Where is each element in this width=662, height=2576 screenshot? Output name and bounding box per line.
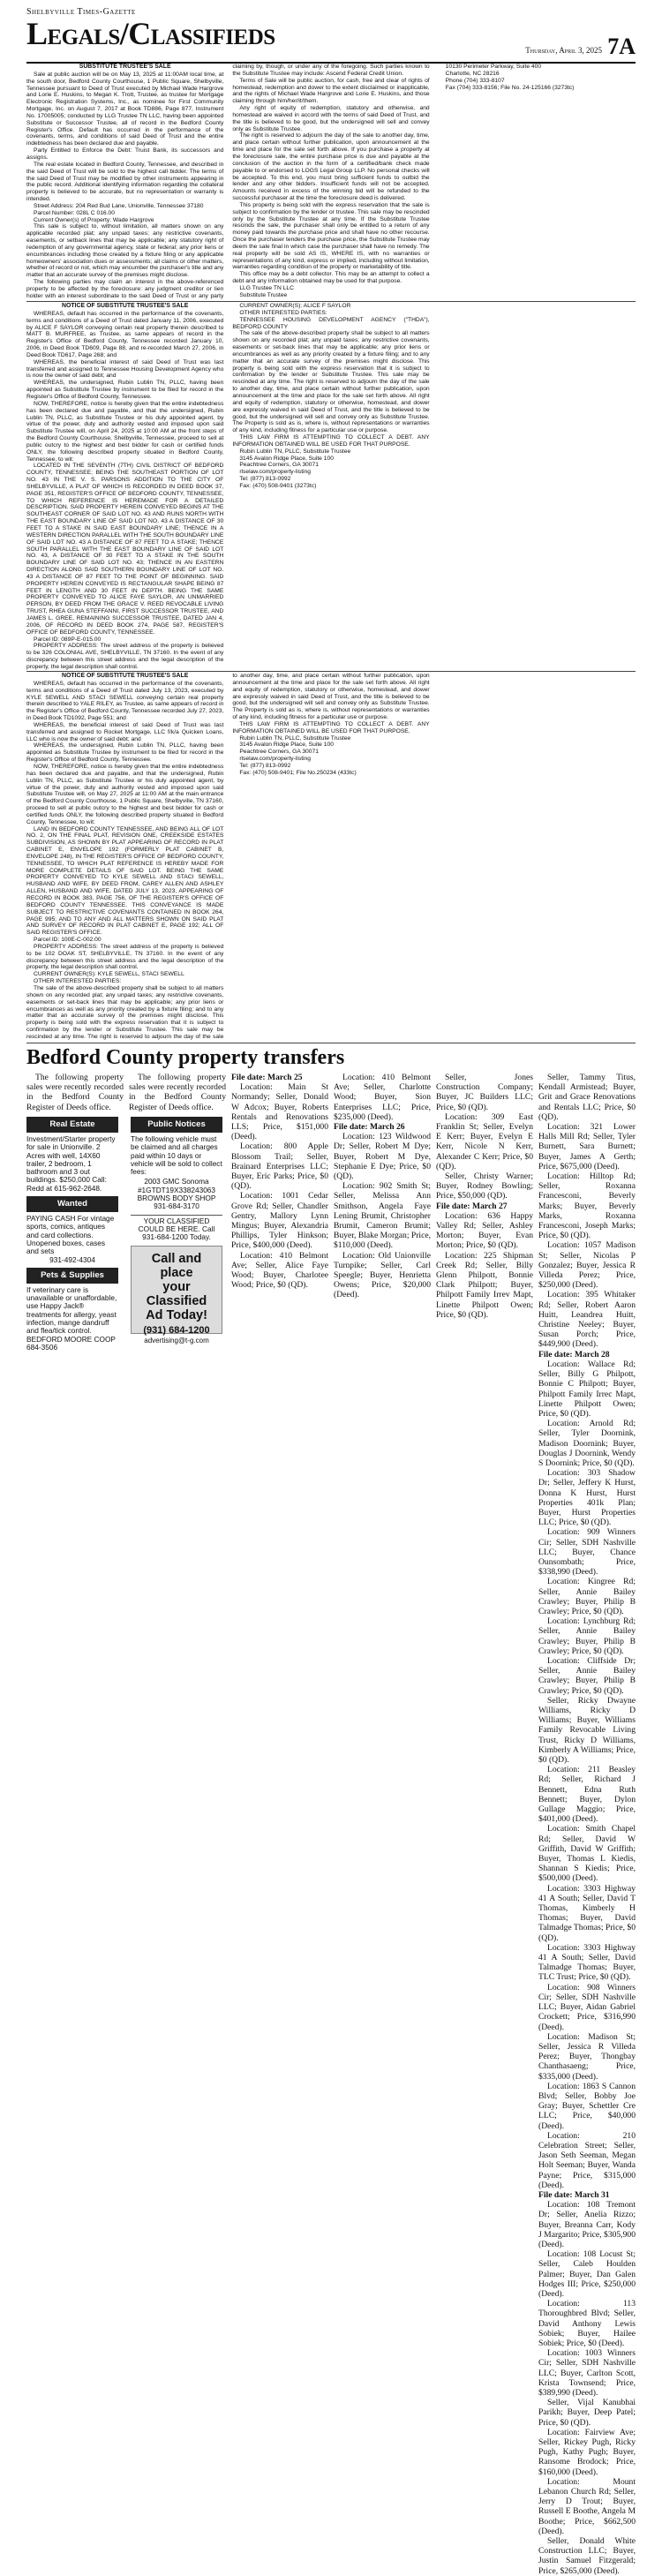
transfer-entry: Location: 1001 Cedar Grove Rd; Seller, Chandler Gentry, Mallory Lynn Mingus; Buyer, Alexandria Phillips, Tyler Hinkson; Price, $400,000 (Deed). (231, 1191, 328, 1251)
transfer-entry: Seller, Tammy Titus, Kendall Armistead; Buyer, Grit and Grace Renovations and Rentals LLC; Price, $0 (QD). (538, 1073, 636, 1122)
transfer-entry: Location: 902 Smith St; Seller, Melissa Ann Smithson, Angela Faye Lening Brumit, Christopher Brumit, Cameron Brumit; Buyer, Blake Morgan; Price, $110,000 (Deed). (334, 1181, 432, 1251)
notice-columns (26, 64, 636, 301)
transfer-entry: Location: Main St Normandy; Seller, Donald W Adcox; Buyer, Roberts Rentals and Renovations LLS; Price, $151,000 (Deed). (231, 1082, 328, 1142)
notice-paragraph: WHEREAS, the beneficial interest of said Deed of Trust was last transferred and assigned to Tennessee Housing Development Agency who is now the owner of said debt; and (26, 358, 224, 380)
issue-date: Thursday, April 3, 2025 (525, 46, 602, 55)
transfer-entry: Location: 210 Celebration Street; Seller, Jason Seth Seeman, Megan Holt Seeman; Buyer, Wanda Payne; Price, $315,000 (Deed). (538, 2130, 636, 2190)
call-to-action-ad (131, 1246, 222, 1344)
transfer-entry: Location: 1057 Madison St; Seller, Nicolas P Gonzalez; Buyer, Jessica R Villeda Perez; Price, $250,000 (Deed). (538, 1240, 636, 1291)
notice-paragraph: THIS LAW FIRM IS ATTEMPTING TO COLLECT A DEBT. ANY INFORMATION OBTAINED WILL BE USED FOR THAT PURPOSE. (232, 434, 430, 448)
transfer-entry: Location: Madison St; Seller, Jessica R Villeda Perez; Buyer, Thongbay Chanthasaeng; Price, $335,000 (Deed). (538, 2031, 636, 2082)
transfer-entry: Location: Mount Lebanon Church Rd; Seller, Jerry D Trout; Buyer, Russell E Boothe, Angela M Boothe; Price, $662,500 (Deed). (538, 2476, 636, 2536)
ad-line: Classified (146, 1293, 207, 1308)
transfer-entry: Seller, Ricky Dwayne Williams, Ricky D Williams; Buyer, Williams Family Revocable Living Trust, Ricky D Williams, Kimberly A Williams; Price, $0 (QD). (538, 1695, 636, 1766)
transfer-entry: Location: 108 Locust St; Seller, Caleb Houlden Palmer; Buyer, Dan Galen Hodges III; Price, $250,000 (Deed). (538, 2249, 636, 2299)
notice-paragraph: Street Address: 204 Red Bud Lane, Unionville, Tennessee 37180 (34, 202, 204, 209)
notice-paragraph: PROPERTY ADDRESS: The street address of the property is believed to be 326 COLONIAL AVE, SHELBYVILLE, TN 37160. In the event of any discrepancy between this street address and the legal description of the property, the legal description shall control. (26, 643, 224, 670)
transfer-entry: Location: Fairview Ave; Seller, Rickey Pugh, Ricky Pugh, Kathy Pugh; Buyer, Ransome Brodock; Price, $160,000 (Deed). (538, 2427, 636, 2477)
transfer-entry: Location: Smith Chapel Rd; Seller, David W Griffith, David W Griffith; Buyer, Thomas L Kiedis, Shannan S Kiedis; Price, $500,000 (Deed). (538, 1824, 636, 1884)
public-notice-vehicle (131, 1135, 222, 1211)
transfer-entry: Location: 3303 Highway 41 A South; Seller, David Talmadge Thomas; Buyer, TLC Trust; Price, $0 (QD). (538, 1942, 636, 1983)
page-number: 7A (607, 34, 636, 59)
notice-paragraph: OTHER INTERESTED PARTIES: (239, 309, 327, 316)
transfer-entry: Location: 1003 Winners Cir; Seller, SDH Nashville LLC; Buyer, Carlton Scott, Krista Townsend; Price, $389,990 (Deed). (538, 2348, 636, 2399)
notice-signature-line: 3145 Avalon Ridge Place, Suite 100 (239, 455, 334, 462)
masthead (26, 7, 636, 64)
transfer-entry: Location: 410 Belmont Ave; Seller, Charlotte Wood; Buyer, Sion Enterprises LLC; Price, $235,000 (Deed). (334, 1073, 431, 1122)
notice-paragraph: WHEREAS, default has occurred in the performance of the covenants, terms and conditions of a Deed of Trust dated July 13, 2023, executed by KYLE SEWELL AND STACI SEWELL conveying certain real property therein described to YALE RILEY, as Trustee, as same appears of record in the Register's Office of Bedford County, Tennessee recorded July 27, 2023, in Deed Book TD1092, Page 551; and (26, 680, 224, 722)
transfer-entry: Location: Wallace Rd; Seller, Billy G Philpott, Bonnie C Philpott; Buyer, Philpott Family Irrec Mapt, Linette Philpott Owen; Price, $0 (QD). (538, 1359, 636, 1419)
section-title: Legals/Classifieds (26, 16, 275, 51)
notice-paragraph: PROPERTY ADDRESS: The street address of the property is believed to be 102 DOAK ST, SHELBYVILLE, TN 37160. In the event of any discrepancy between this street address and the legal description of the property, the legal description shall control. (26, 943, 224, 971)
notice-paragraph: WHEREAS, default has occurred in the performance of the covenants, terms and conditions of a Deed of Trust dated January 11, 2006, executed by ALICE F SAYLOR conveying certain real property therein described to MATT B. MURFREE, as Trustee, as same appears of record in the Register's Office of Bedford County, Tennessee recorded January 10, 2006, in Deed Book TD609, Page 88, and re-recorded March 27, 2006, in Deed Book TD617, Page 268; and (26, 310, 224, 358)
transfer-entry: Location: 113 Thoroughbred Blvd; Seller, David Anthony Lewis Sobiek; Buyer, Hailee Sobiek; Price, $0 (Deed). (538, 2299, 636, 2348)
classifieds-box (26, 1117, 222, 1352)
notice-signature-line: Fax: (470) 508-9401 (3273tc) (239, 482, 317, 489)
notice-paragraph: The following parties may claim an interest in the above-referenced property to be affected by the foreclosure: any judgment creditor or lien holder with an interest subordinate to the said Deed of Trust or any party claiming by, though, or under any of the foregoing. Such parties known to the Substitute Trustee may include: Ascend Federal Credit Union. (26, 64, 430, 299)
wanted-ad-text: PAYING CASH For vintage sports, comics, antiques and card collections. Unopened boxes, cases and sets (26, 1214, 115, 1256)
notice-columns (26, 303, 636, 671)
transfer-entry: Location: Cliffside Dr; Seller, Annie Bailey Crawley; Buyer, Philip B Crawley; Price, $0 (QD). (538, 1655, 636, 1696)
transfer-entry: Location: 395 Whitaker Rd; Seller, Robert Aaron Huitt, Leandrea Huitt, Christine Neeley; Buyer, Susan Porch; Price, $449,900 (Deed). (538, 1290, 636, 1350)
notice-paragraph: Party Entitled to Enforce the Debt: Truist Bank, its successors and assigns. (26, 147, 224, 161)
wanted-heading: Wanted (26, 1196, 118, 1212)
notice-paragraph: This sale is subject to, without limitation, all matters shown on any applicable recorded plat; any unpaid taxes; any restrictive covenants, easements, or setback lines that may be applicable; any statutory right of redemption of any governmental agency, state or federal; any prior liens or encumbrances including those created by a fixture filing or any applicable homeowners' association dues or assessments; all claims or other matters, whether of record or not, which may encumber the purchaser's title and any matter that an accurate survey of the premises might disclose. (26, 223, 224, 279)
notice-signature-line: Phone (704) 333-8107 (445, 77, 505, 84)
notice-paragraph: WHEREAS, the undersigned, Rubin Lublin TN, PLLC, having been appointed as Substitute Trustee by instrument to be filed for record in the Register's Office of Bedford County, Tennessee. (26, 380, 224, 400)
transfer-entry: Seller, Christy Warner; Buyer, Rodney Bowling; Price, $50,000 (QD). (436, 1171, 533, 1201)
notice-paragraph: This office may be a debt collector. This may be an attempt to collect a debt and any information obtained may be used for that purpose. (232, 271, 430, 285)
notice-signature-line: Peachtree Corners, GA 30071 (239, 749, 319, 756)
shop-phone: 931-684-3170 (154, 1201, 199, 1211)
notice-paragraph: CURRENT OWNER(S): KYLE SEWELL, STACI SEWELL (34, 971, 184, 978)
transfer-entry: Location: 123 Wildwood Dr; Seller, Robert M Dye; Buyer, Robert M Dye, Stephanie E Dye; Price, $0 (QD). (334, 1132, 431, 1182)
notice-signature-line: rlselaw.com/property-listing (239, 469, 311, 476)
transfer-entry: Location: 908 Winners Cir; Seller, SDH Nashville LLC; Buyer, Aidan Gabriel Crockett; Price, $316,990 (Deed). (538, 1982, 636, 2032)
transfer-column (26, 1073, 124, 1117)
ad-line: your (162, 1279, 191, 1294)
notice-paragraph: CURRENT OWNER(S): ALICE F SAYLOR (239, 303, 351, 309)
transfer-entry: The following property sales were recently recorded in the Bedford County Register of Deeds office. (129, 1073, 226, 1112)
notice-signature-line: Tel: (877) 813-0992 (239, 476, 291, 483)
property-transfers-headline: Bedford County property transfers (26, 1046, 345, 1069)
transfer-entry: Location: 800 Apple Blossom Trail; Seller, Brainard Enterprises LLC; Buyer, Eric Parks; Price, $0 (QD). (231, 1141, 328, 1192)
transfer-entry: Seller, Jones Construction Company; Buyer, JC Builders LLC; Price, $0 (QD). (436, 1073, 533, 1112)
notice-paragraph: The right is reserved to adjourn the day of the sale to another day, time, and place certain without further publication, upon announcement at the time and place for the sale set forth above. If you purchase a property at the foreclosure sale, the entire purchase price is due and payable at the conclusion of the auction in the form of a certified/bank check made payable to or endorsed to LOGS Legal Group LLP. No personal checks will be accepted. To this end, you must bring sufficient funds to outbid the lender and any other bidders. Insufficient funds will not be accepted. Amounts received in excess of the winning bid will be refunded to the successful purchaser at the time the foreclosure deed is delivered. (232, 132, 430, 202)
transfer-column (334, 1073, 431, 1324)
shop-name: BROWNS BODY SHOP (137, 1194, 216, 1203)
notice-signature-line: 3145 Avalon Ridge Place, Suite 100 (239, 742, 334, 749)
transfer-entry: Location: 309 East Franklin St; Seller, Evelyn E Kerr; Buyer, Evelyn E Kerr, Nicole N Kerr, Alexander C Kerr; Price, $0 (QD). (436, 1111, 533, 1171)
newspaper-name: Shelbyville Times-Gazette (26, 7, 136, 17)
notice-paragraph: The real estate located in Bedford County, Tennessee, and described in the said Deed of Trust will be sold to the highest call bidder. The terms of the said Deed of Trust may be modified by other instruments appearing in the public record. Additional identifying information regarding the collateral property is believed to be accurate, but no representation or warranty is intended. (26, 161, 224, 203)
pets-supplies-ad: If veterinary care is unavailable or unaffordable, use Happy Jack® treatments for allergy, yeast infection, mange dandruff and flea/tick control. BEDFORD MOORE COOP 684-3506 (26, 1284, 117, 1352)
vehicle-details (131, 1178, 222, 1210)
notice-signature-line: Substitute Trustee (239, 291, 288, 298)
transfer-entry: Location: 909 Winners Cir; Seller, SDH Nashville LLC; Buyer, Chance Ounsombath; Price, $338,990 (Deed). (538, 1527, 636, 1578)
file-date-heading: File date: March 26 (334, 1122, 405, 1133)
file-date-heading: File date: March 27 (436, 1201, 508, 1211)
your-classified-promo: YOUR CLASSIFIED COULD BE HERE. Call 931-684-1200 Today. (131, 1215, 222, 1242)
notice-signature-line: LLG Trustee TN LLC (239, 285, 294, 291)
transfer-column (129, 1073, 226, 1117)
notice-title: SUBSTITUTE TRUSTEE'S SALE (79, 64, 171, 70)
notice-paragraph: The sale of the above-described property shall be subject to all matters shown on any recorded plat; any unpaid taxes; any restrictive covenants, easements or set-back lines that may be applicable; any prior liens or encumbrances as well as any priority created by a fixture filing; and to any matter that an accurate survey of the premises might disclose. This property is being sold with the express reservation that it is subject to confirmation by the lender or Substitute Trustee. This sale may be rescinded at any time. The right is reserved to adjourn the day of the sale to another day, time, and place certain without further publication, upon announcement at the time and place for the sale set forth above. All right and equity of redemption, statutory or otherwise, homestead, and dower are expressly waived in said Deed of Trust, and the title is believed to be good, but the undersigned will sell and convey only as Substitute Trustee. The Property is sold as is, where is, without representations or warranties of any kind, including fitness for a particular use or purpose. (26, 673, 430, 1040)
notice-paragraph: OTHER INTERESTED PARTIES: (34, 978, 122, 985)
pets-supplies-heading: Pets & Supplies (26, 1268, 118, 1284)
notice-paragraph: Parcel ID: 089P-E-015.00 (34, 636, 102, 643)
transfer-entry: Location: Kingree Rd; Seller, Annie Bailey Crawley; Buyer, Philip B Crawley; Price, $0 (QD). (538, 1577, 636, 1616)
notice-title: NOTICE OF SUBSTITUTE TRUSTEE'S SALE (62, 673, 189, 679)
notice-paragraph: NOW, THEREFORE, notice is hereby given that the entire indebtedness has been declared due and payable, and that the undersigned, Rubin Lublin TN, PLLC, as Substitute Trustee or his duly appointed agent, by virtue of the power, duty and authority vested and imposed upon said Substitute Trustee will, on May 27, 2025 at 11:00 AM at the main entrance of the Bedford County Courthouse, 1 Public Square, Shelbyville, TN 37160, proceed to sell at public outcry to the highest and best bidder for cash or certified funds ONLY, the following described property situated in Bedford County, Tennessee, to wit: (26, 763, 224, 825)
transfer-entry: Location: 3303 Highway 41 A South; Seller, David T Thomas, Kimberly H Thomas; Buyer, David Talmadge Thomas; Price, $0 (QD). (538, 1883, 636, 1943)
notice-signature-line: Peachtree Corners, GA 30071 (239, 462, 319, 469)
notice-paragraph: TENNESSEE HOUSING DEVELOPMENT AGENCY ("THDA"), BEDFORD COUNTY (232, 316, 430, 330)
notice-signature-line: Charlotte, NC 28216 (445, 70, 500, 77)
transfer-entry: Location: 321 Lower Halls Mill Rd; Seller, Tyler Burnett, Sara Burnett; Buyer, James A Gerth; Price, $675,000 (Deed). (538, 1122, 636, 1171)
notice-paragraph: Parcel Number: 028L C 016.00 (34, 209, 115, 216)
ad-email: advertising@t-g.com (144, 1336, 209, 1344)
notice-paragraph: The sale of the above-described property shall be subject to all matters shown on any recorded plat; any unpaid taxes; any restrictive covenants, easements or set-back lines that may be applicable; any prior liens or encumbrances as well as any priority created by a fixture filing; and to any matter that an accurate survey of the premises might disclose. This property is being sold with the express reservation that it is subject to confirmation by the lender or Substitute Trustee. This sale may be rescinded at any time. The right is reserved to adjourn the day of the sale to another day, time, and place certain without further publication, upon announcement at the time and place for the sale set forth above. All right and equity of redemption, statutory or otherwise, homestead, and dower are expressly waived in said Deed of Trust, and the title is believed to be good, but the undersigned will sell and convey only as Substitute Trustee. The Property is sold as is, where is, without representations or warranties of any kind, including fitness for a particular use or purpose. (232, 330, 430, 434)
notice-signature-line: rlselaw.com/property-listing (239, 756, 311, 763)
transfer-column (538, 1073, 636, 2576)
transfer-entry: Seller, Donald White Construction LLC; Buyer, Justin Samuel Fitzgerald; Price, $265,000 (Deed). (538, 2536, 636, 2576)
notice-paragraph: Any right of equity of redemption, statutory and otherwise, and homestead are waived in accord with the terms of said Deed of Trust, and the title is believed to be good, but the undersigned will sell and convey only as Substitute Trustee. (232, 105, 430, 132)
public-notices-heading: Public Notices (131, 1117, 222, 1133)
legal-notice-sewell (26, 673, 636, 1043)
classifieds-column-left (26, 1117, 118, 1355)
wanted-ad-phone: 931-492-4304 (49, 1254, 95, 1264)
notice-columns (26, 673, 636, 1043)
notice-title: NOTICE OF SUBSTITUTE TRUSTEE'S SALE (62, 303, 189, 309)
notice-paragraph: THIS LAW FIRM IS ATTEMPTING TO COLLECT A DEBT. ANY INFORMATION OBTAINED WILL BE USED FOR THAT PURPOSE. (232, 720, 430, 734)
notice-paragraph: Current Owner(s) of Property: Wade Hargrove (34, 216, 154, 223)
transfer-entry: Location: 108 Tremont Dr; Seller, Anelia Rizzo; Buyer, Breanna Carr, Kody J Margarito; Price, $305,900 (Deed). (538, 2200, 636, 2249)
file-date-heading: File date: March 25 (231, 1073, 303, 1082)
transfer-entry: Location: Hilltop Rd; Seller, Roxanna Francesconi, Beverly Marks; Buyer, Beverly Marks, Roxanna Francesconi, Joseph Marks; Price, $0 (QD). (538, 1171, 636, 1241)
ad-line: Ad Today! (146, 1307, 207, 1322)
transfer-entry: Location: Arnold Rd; Seller, Tyler Doornink, Madison Doornink; Buyer, Douglas J Doornink, Wendy S Doornink; Price, $0 (QD). (538, 1419, 636, 1468)
transfer-entry: Location: 1863 S Cannon Blvd; Seller, Bobby Joe Gray; Buyer, Schettler Cre LLC; Price, $40,000 (Deed). (538, 2081, 636, 2131)
public-notice-text: The following vehicle must be claimed and all charges paid within 10 days or vehicle will be sold to collect fees: (131, 1134, 222, 1177)
notice-signature-line: Tel: (877) 813-0992 (239, 762, 291, 769)
notice-paragraph: WHEREAS, the beneficial interest of said Deed of Trust was last transferred and assigned to Rocket Mortgage, LLC f/k/a Quicken Loans, LLC who is now the owner of said debt; and (26, 721, 224, 742)
ad-phone: (931) 684-1200 (143, 1324, 210, 1336)
vehicle-model: 2003 GMC Sonoma (144, 1177, 209, 1186)
wanted-ad (26, 1215, 118, 1264)
transfer-entry: Seller, Vijal Kanubhai Parikh; Buyer, Deep Patel; Price, $0 (QD). (538, 2398, 636, 2428)
transfer-entry: Location: Lynchburg Rd; Seller, Annie Bailey Crawley; Buyer, Philip B Crawley; Price, $0 (QD). (538, 1616, 636, 1656)
notice-paragraph: LOCATED IN THE SEVENTH (7TH) CIVIL DISTRICT OF BEDFORD COUNTY, TENNESSEE; BEING THE SOUTHEAST PORTION OF LOT NO. 43 IN THE V. S. PARSONS ADDITION TO THE CITY OF SHELBYVILLE, A PLAT OF WHICH IS RECORDED IN DEED BOOK 37, PAGE 351, REGISTER'S OFFICE OF BEDFORD COUNTY, TENNESSEE, TO WHICH REFERENCE IS HEREMADE FOR A DETAILED DESCRIPTION. SAID PROPERTY HEREIN CONVEYED BEGINS AT THE SOUTHEAST CORNER OF SAID LOT NO. 43 AND RUNS NORTH WITH THE EAST BOUNDARY LINE OF SAID LOT NO. 43 A DISTANCE OF 30 FEET TO A STAKE IN SAID EAST BOUNDARY LINE; THENCE IN A WESTERN DIRECTION PARALLEL WITH THE SOUTH BOUNDARY LINE OF SAID LOT NO. 43 A DISTANCE OF 87 FEET TO A STAKE; THENCE SOUTH PARALLEL WITH THE EAST BOUNDARY LINE OF SAID LOT NO. 43, A DISTANCE OF 30 FEET TO A STAKE IN THE SOUTH BOUNDARY LINE OF SAID LOT NO. 43; THENCE IN AN EASTERN DIRECTION ALONG SAID SOUTHERN BOUNDARY LINE OF LOT NO. 43 A DISTANCE OF 87 FEET TO THE POINT OF BEGINNING. SAID PROPERTY HEREIN CONVEYED IS RECTANGULAR SHAPE BEING 87 FEET IN LENGTH AND 30 FEET IN DEPTH. BEING THE SAME PROPERTY CONVEYED TO ALICE FAYE SAYLOR, AN UNMARRIED PERSON, BY DEED FROM THE GRACE V. REED REVOCABLE LIVING TRUST, RHEA GUNA STEFFANNI, FIRST SUCCESSOR TRUSTEE, AND JAMES L. GREE, REMAINING SUCCESSOR TRUSTEE, DATED JAN 4, 2006, OF RECORD IN DEED BOOK 274, PAGE 587, REGISTER'S OFFICE OF BEDFORD COUNTY, TENNESSEE. (26, 463, 224, 636)
file-date-heading: File date: March 31 (538, 2189, 610, 2200)
notice-paragraph: Terms of Sale will be public auction, for cash, free and clear of rights of homestead, redemption and dower to the extent disclaimed or inapplicable, and the rights of Michael Wade Hargrove and Lorie E. Huskins, and those claiming through him/her/it/them. (232, 77, 430, 105)
notice-signature-line: Rubin Lublin TN, PLLC, Substitute Trustee (239, 448, 351, 455)
real-estate-heading: Real Estate (26, 1117, 118, 1133)
transfer-entry: Location: 225 Shipman Creek Rd; Seller, Billy Glenn Philpott, Bonnie Clark Philpott; Buyer, Philpott Family Irrev Mapt, Linette Philpott Owen; Price, $0 (QD). (436, 1250, 533, 1320)
legal-notice-saylor (26, 303, 636, 672)
notice-signature-line: 10130 Perimeter Parkway, Suite 400 (445, 64, 542, 70)
transfer-entry: Location: 636 Happy Valley Rd; Seller, Ashley Morton; Buyer, Evan Morton; Price, $0 (QD). (436, 1210, 533, 1251)
notice-paragraph: LAND IN BEDFORD COUNTY TENNESSEE, AND BEING ALL OF LOT NO. 2, ON THE FINAL PLAT, REVISION ONE, CREEKSIDE ESTATES SUBDIVISION, AS SHOWN BY PLAT APPEARING OF RECORD IN PLAT CABINET E, ENVELOPE 192 (FORMERLY PLAT CABINET B, ENVELOPE 248), IN THE REGISTER'S OFFICE OF BEDFORD COUNTY, TENNESSEE, TO WHICH PLAT REFERENCE IS HEREBY MADE FOR MORE COMPLETE DETAILS OF SAID LOT. BEING THE SAME PROPERTY CONVEYED TO KYLE SEWELL AND STACI SEWELL, HUSBAND AND WIFE, BY DEED FROM, CAREY ALLEN AND ASHLEY ALLEN, HUSBAND AND WIFE, DATED JULY 13, 2023, APPEARING OF RECORD IN BOOK 383, PAGE 756, OF THE REGISTER'S OFFICE OF BEDFORD COUNTY TENNESSEE. THIS CONVEYANCE IS MADE SUBJECT TO RESTRICTIVE COVENANTS CONTAINED IN BOOK 264, PAGE 995; AND TO ANY AND ALL MATTERS SHOWN ON SAID PLAT AND SURVEY OF RECORD IN PLAT CABINET E, PAGE 192; ALL OF SAID REGISTER'S OFFICE. (26, 825, 224, 937)
transfer-column (231, 1073, 328, 1324)
notice-signature-line: Rubin Lublin TN, PLLC, Substitute Trustee (239, 734, 351, 742)
transfer-entry: The following property sales were recently recorded in the Bedford County Register of Deeds office. (26, 1073, 124, 1112)
transfer-entry: Location: 211 Beasley Rd; Seller, Richard J Bennett, Edna Ruth Bennett; Buyer, Dylon Gullage Maggio; Price, $401,000 (Deed). (538, 1765, 636, 1825)
transfer-column (436, 1073, 533, 1324)
vehicle-vin: #1GTDT19X338243063 (137, 1185, 216, 1194)
notice-paragraph: NOW, THEREFORE, notice is hereby given that the entire indebtedness has been declared due and payable, and that the undersigned, Rubin Lublin TN, PLLC, as Substitute Trustee or his duly appointed agent, by virtue of the power, duty and authority vested and imposed upon said Substitute Trustee will, on April 24, 2025 at 10:00 AM at the front steps of the Bedford County Courthouse, Shelbyville, Tennessee, proceed to sell at public outcry to the highest and best bidder for cash or certified funds ONLY, the following described property situated in Bedford County, Tennessee, to wit: (26, 400, 224, 463)
notice-signature-line: Fax: (470) 508-9401; File No.250234 (433tc) (239, 769, 357, 776)
transfer-entry: Location: 303 Shadow Dr; Seller, Jeffery K Hurst, Donna K Hurst, Hurst Properties 401k Plan; Buyer, Hurst Properties LLC; Price, $0 (QD). (538, 1468, 636, 1528)
ad-line: place (160, 1265, 193, 1280)
transfer-entry: Location: 410 Belmont Ave; Seller, Alice Faye Wood; Buyer, Charlotee Wood; Price, $0 (QD). (231, 1250, 328, 1291)
classifieds-column-right (131, 1117, 222, 1344)
file-date-heading: File date: March 28 (538, 1349, 610, 1360)
notice-paragraph: WHEREAS, the undersigned, Rubin Lublin TN, PLLC, having been appointed as Substitute Trustee by instrument to be filed for record in the Register's Office of Bedford County, Tennessee. (26, 742, 224, 764)
notice-paragraph: Parcel ID: 100E-C-002.00 (34, 937, 102, 944)
real-estate-ad: Investment/Starter property for sale in Unionville. 2 Acres with well, 14X60 trailer, 2 bedroom, 1 bathroom and 3 out buildings. $250,000 Call: Redd at 615-962-2648. (26, 1134, 116, 1193)
notice-signature-line: Fax (704) 333-8156; File No. 24-125166 (3273tc) (445, 84, 575, 91)
legal-notice-substitute-trustee-sale (26, 64, 636, 302)
ad-line: Call and (151, 1251, 202, 1266)
notice-paragraph: Sale at public auction will be on May 13, 2025 at 11:00AM local time, at the south door, Bedford County Courthouse, 1 Public Square, Shelbyville, Tennessee pursuant to Deed of Trust executed by Michael Wade Hargrove and Lorie E. Huskins, to Megan K. Trott, Trustee, as trustee for Mortgage Electronic Registration Systems, Inc., as nominee for First Community Mortgage, Inc. on August 7, 2017 at Book TD886, Page 877, Instrument No. 17005005; conducted by LLG Trustee TN LLC, having been appointed Substitute or Successor Trustee, all of record in the Bedford County Register's Office. Default has occurred in the performance of the covenants, terms, and conditions of said Deed of Trust and the entire indebtedness has been declared due and payable. (26, 71, 224, 147)
transfer-entry: Location: Old Unionville Turnpike; Seller, Carl Speegle; Buyer, Henrietta Owens; Price, $20,000 (Deed). (334, 1250, 431, 1300)
notice-paragraph: This property is being sold with the express reservation that the sale is subject to confirmation by the lender or trustee. This sale may be rescinded only by the Substitute Trustee at any time. If the Substitute Trustee rescinds the sale, the purchaser shall only be entitled to a return of any money paid towards the purchase price and shall have no other recourse. Once the purchaser tenders the purchase price, the Substitute Trustee may deem the sale final in which case the purchaser shall have no remedy. The real property will be sold AS IS, WHERE IS, with no warranties or representations of any kind, express or implied, including without limitation, warranties regarding condition of the property or marketability of title. (232, 201, 430, 271)
